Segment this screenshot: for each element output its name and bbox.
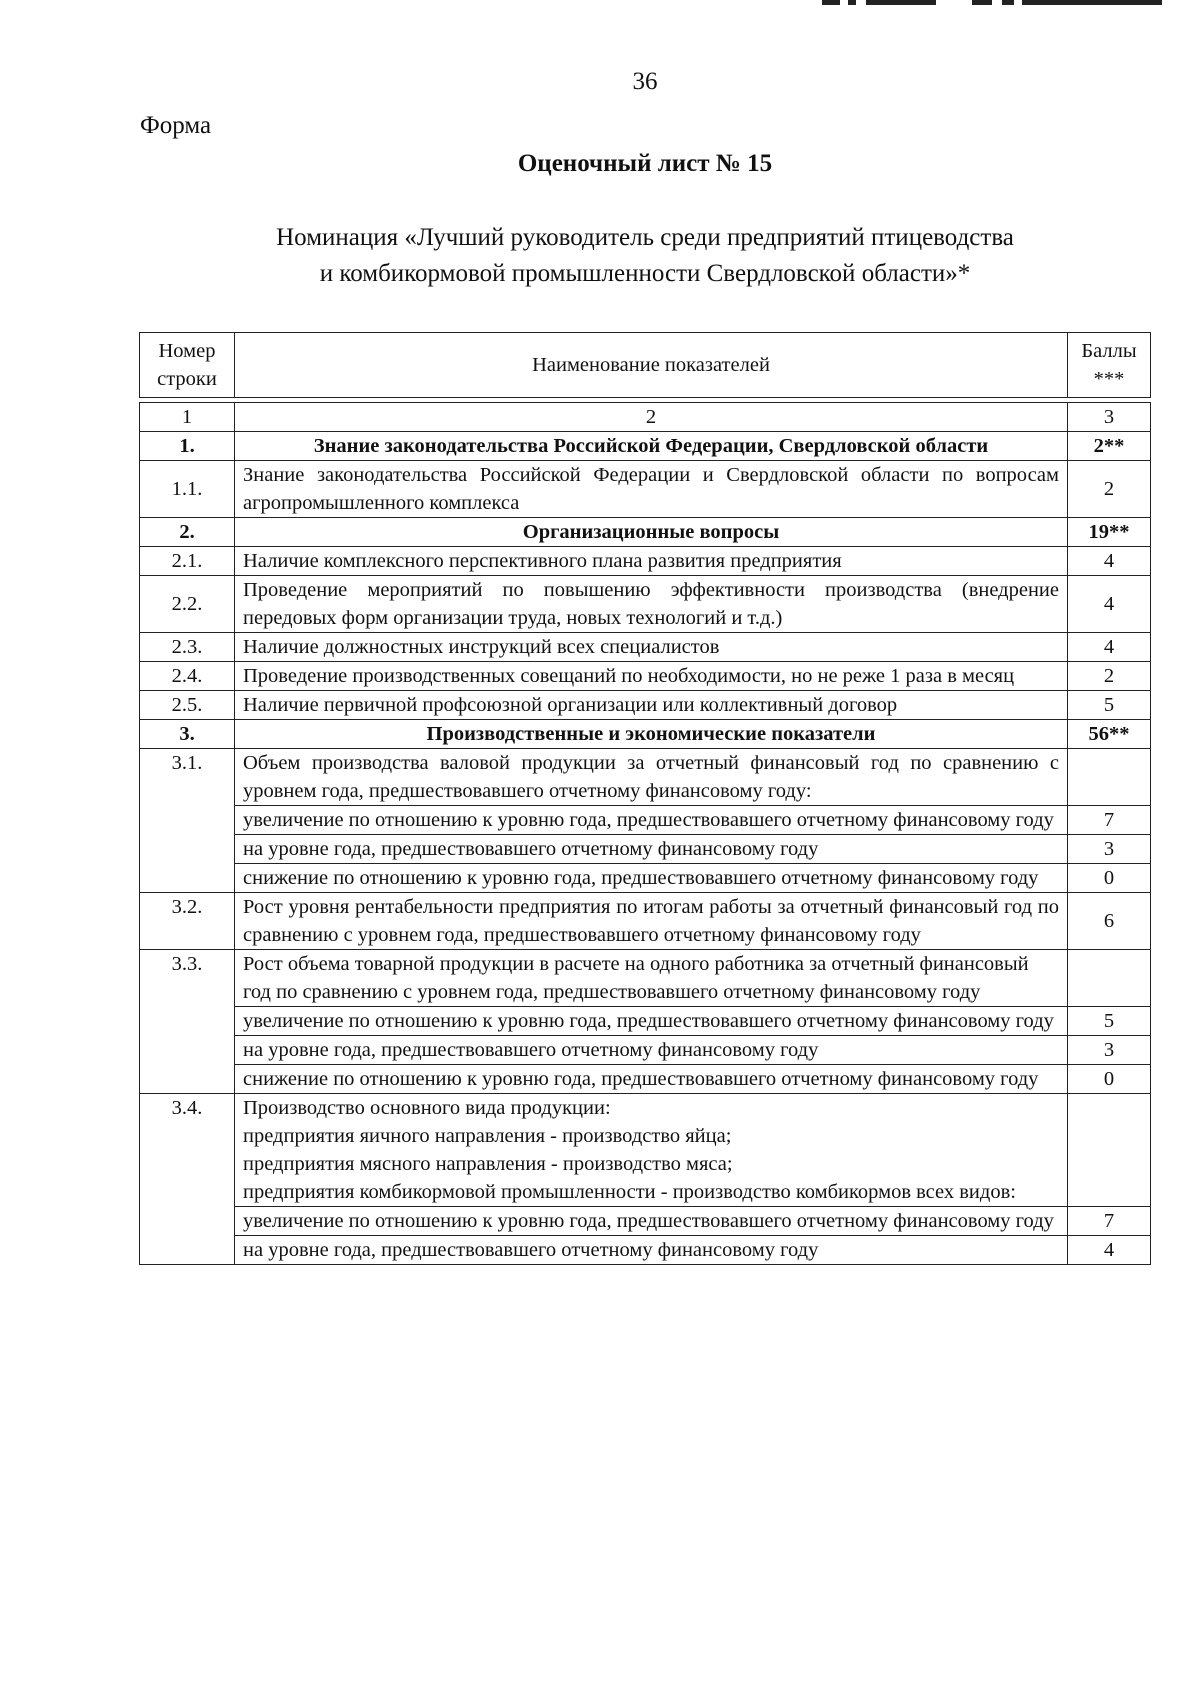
sub-indicator-name: на уровне года, предшествовавшего отчетному финансовому году (235, 1236, 1068, 1265)
sub-indicator-name: снижение по отношению к уровню года, предшествовавшего отчетному финансовому году (235, 1065, 1068, 1094)
indicator-line: предприятия мясного направления - производство мяса; (243, 1153, 733, 1175)
row-number: 3. (140, 720, 235, 749)
row-score: 5 (1068, 691, 1151, 720)
row-score: 4 (1068, 547, 1151, 576)
sub-indicator-name: увеличение по отношению к уровню года, предшествовавшего отчетному финансовому году (235, 1207, 1068, 1236)
column-number-row (140, 403, 1151, 432)
sub-indicator-name: снижение по отношению к уровню года, предшествовавшего отчетному финансовому году (235, 864, 1068, 893)
column-number: 3 (1068, 403, 1151, 432)
table-row (140, 662, 1151, 691)
row-score: 0 (1068, 1065, 1151, 1094)
sub-row (140, 1036, 1151, 1065)
row-number: 3.4. (140, 1094, 235, 1265)
section-title: Производственные и экономические показатели (235, 720, 1068, 749)
row-score: 4 (1068, 576, 1151, 633)
assessment-table (139, 402, 1151, 1265)
indicator-line: Производство основного вида продукции: (243, 1097, 611, 1119)
header-row-number: Номер строки (140, 333, 235, 398)
indicator-name: Проведение производственных совещаний по необходимости, но не реже 1 раза в месяц (235, 662, 1068, 691)
row-score: 3 (1068, 835, 1151, 864)
sub-row (140, 835, 1151, 864)
row-score: 7 (1068, 806, 1151, 835)
nomination-line-2: и комбикормовой промышленности Свердловской области»* (319, 260, 971, 287)
section-title: Знание законодательства Российской Федерации, Свердловской области (235, 432, 1068, 461)
table-row (140, 633, 1151, 662)
header-score: Баллы *** (1068, 333, 1151, 398)
indicator-name: Наличие должностных инструкций всех специалистов (235, 633, 1068, 662)
scan-artifact (822, 0, 1162, 6)
table-header (139, 332, 1151, 398)
column-number: 1 (140, 403, 235, 432)
table-row (140, 749, 1151, 806)
row-score: 19** (1068, 518, 1151, 547)
row-score (1068, 950, 1151, 1007)
indicator-line: предприятия яичного направления - производство яйца; (243, 1125, 732, 1147)
table-row (140, 461, 1151, 518)
indicator-name: Рост уровня рентабельности предприятия по итогам работы за отчетный финансовый год по сравнению с уровнем года, предшествовавшего отчетному финансовому году (235, 893, 1068, 950)
sheet-title: Оценочный лист № 15 (517, 150, 773, 177)
row-score: 0 (1068, 864, 1151, 893)
row-score: 6 (1068, 893, 1151, 950)
row-score: 4 (1068, 1236, 1151, 1265)
row-number: 2.1. (140, 547, 235, 576)
sub-row (140, 864, 1151, 893)
section-row (140, 432, 1151, 461)
header-indicator-name: Наименование показателей (235, 333, 1068, 398)
column-number: 2 (235, 403, 1068, 432)
indicator-name: Проведение мероприятий по повышению эффективности производства (внедрение передовых форм организации труда, новых технологий и т.д.) (235, 576, 1068, 633)
sub-row (140, 1207, 1151, 1236)
row-score: 3 (1068, 1036, 1151, 1065)
sub-row (140, 806, 1151, 835)
indicator-name: Наличие первичной профсоюзной организации или коллективный договор (235, 691, 1068, 720)
sub-indicator-name: на уровне года, предшествовавшего отчетному финансовому году (235, 835, 1068, 864)
sub-indicator-name: увеличение по отношению к уровню года, предшествовавшего отчетному финансовому году (235, 1007, 1068, 1036)
table-row (140, 691, 1151, 720)
indicator-name: Рост объема товарной продукции в расчете на одного работника за отчетный финансовый год по сравнению с уровнем года, предшествовавшего отчетному финансовому году (235, 950, 1068, 1007)
row-number: 2.5. (140, 691, 235, 720)
table-row (140, 547, 1151, 576)
table-row (140, 893, 1151, 950)
form-label: Форма (140, 112, 212, 139)
row-score (1068, 749, 1151, 806)
row-number: 3.3. (140, 950, 235, 1094)
row-number: 3.1. (140, 749, 235, 893)
nomination-line-1: Номинация «Лучший руководитель среди предприятий птицеводства (276, 224, 1014, 251)
indicator-name: Наличие комплексного перспективного плана развития предприятия (235, 547, 1068, 576)
row-score: 5 (1068, 1007, 1151, 1036)
table-row (140, 1094, 1151, 1207)
indicator-name: Знание законодательства Российской Федерации и Свердловской области по вопросам агропромышленного комплекса (235, 461, 1068, 518)
sub-indicator-name: увеличение по отношению к уровню года, предшествовавшего отчетному финансовому году (235, 806, 1068, 835)
row-number: 2. (140, 518, 235, 547)
indicator-name (235, 1094, 1068, 1207)
row-number: 2.2. (140, 576, 235, 633)
sub-row (140, 1065, 1151, 1094)
sub-row (140, 1236, 1151, 1265)
section-row (140, 720, 1151, 749)
nomination-text (0, 220, 1200, 292)
row-score: 56** (1068, 720, 1151, 749)
row-number: 1.1. (140, 461, 235, 518)
indicator-line: предприятия комбикормовой промышленности - производство комбикормов всех видов: (243, 1181, 1016, 1203)
table-row (140, 950, 1151, 1007)
row-score: 2 (1068, 461, 1151, 518)
row-score: 7 (1068, 1207, 1151, 1236)
section-title: Организационные вопросы (235, 518, 1068, 547)
page-number: 36 (632, 68, 658, 95)
row-score (1068, 1094, 1151, 1207)
row-score: 4 (1068, 633, 1151, 662)
section-row (140, 518, 1151, 547)
row-number: 1. (140, 432, 235, 461)
sub-row (140, 1007, 1151, 1036)
sub-indicator-name: на уровне года, предшествовавшего отчетному финансовому году (235, 1036, 1068, 1065)
row-score: 2 (1068, 662, 1151, 691)
row-score: 2** (1068, 432, 1151, 461)
row-number: 2.4. (140, 662, 235, 691)
table-row (140, 576, 1151, 633)
indicator-name: Объем производства валовой продукции за отчетный финансовый год по сравнению с уровнем года, предшествовавшего отчетному финансовому году: (235, 749, 1068, 806)
row-number: 2.3. (140, 633, 235, 662)
row-number: 3.2. (140, 893, 235, 950)
